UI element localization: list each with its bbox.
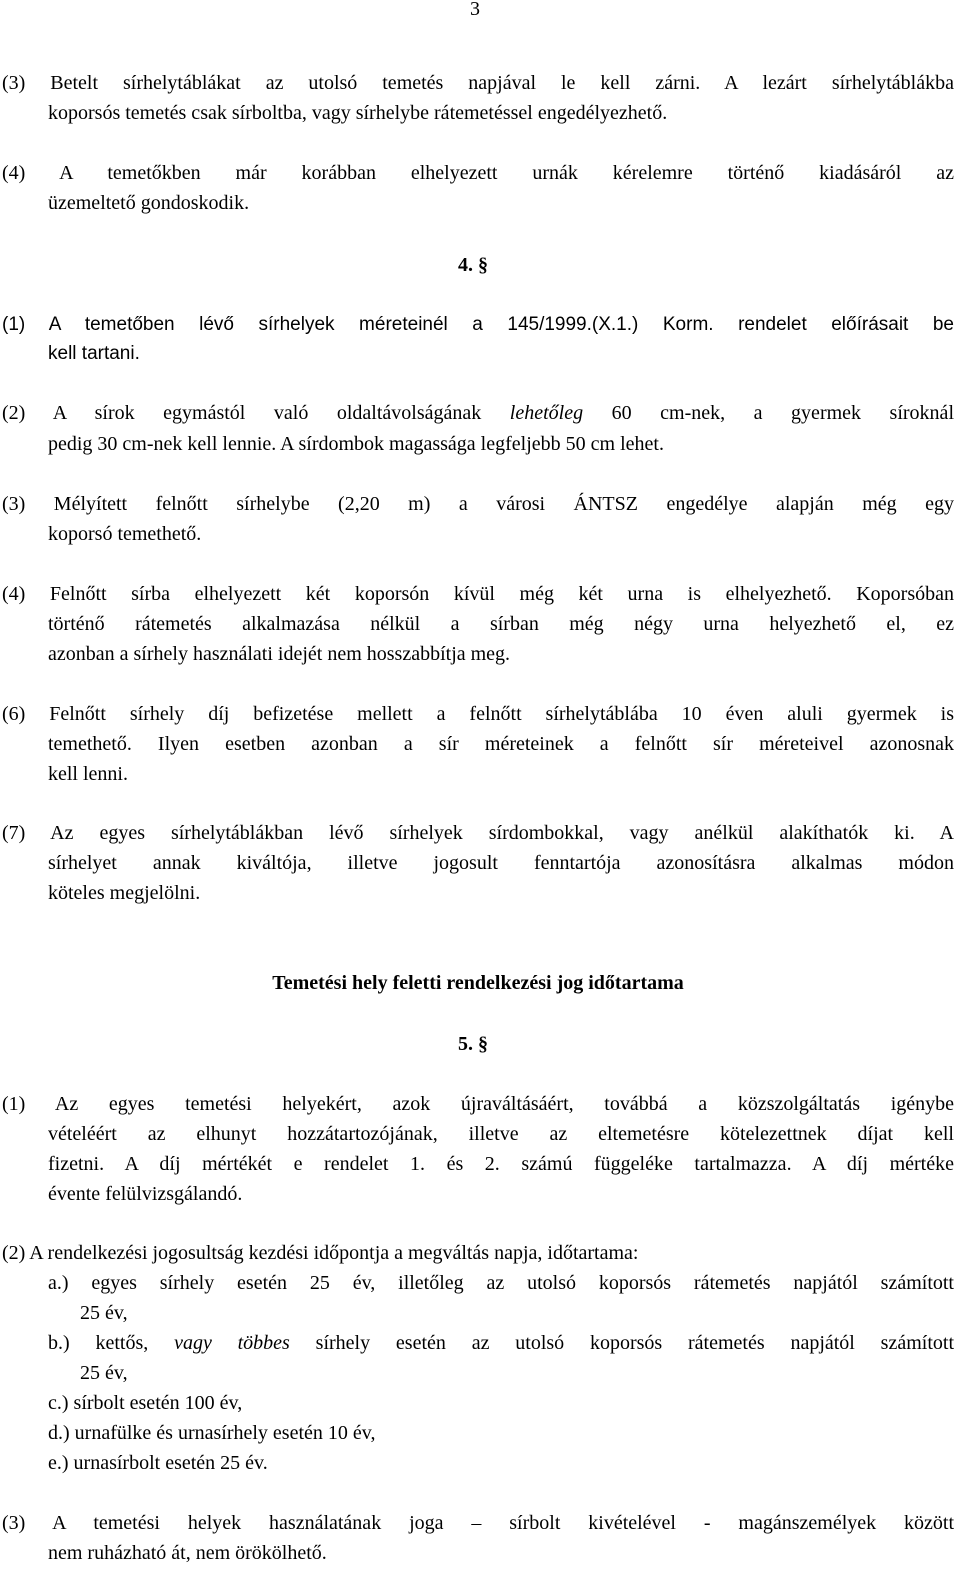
s5-item-e: e.) urnasírbolt esetén 25 év. (48, 1452, 268, 1474)
s5-p1-line1: (1) Az egyes temetési helyekért, azok újraváltásáért, továbbá a közszolgáltatás igénybe (2, 1093, 954, 1115)
s5-p1-line4: évente felülvizsgálandó. (48, 1183, 243, 1205)
s4-p4-line1: (4) Felnőtt sírba elhelyezett két koporsón kívül még két urna is elhelyezhető. Koporsóban (2, 583, 954, 605)
s4-p2-line1: (2) A sírok egymástól való oldaltávolságának lehetőleg 60 cm-nek, a gyermek síroknál (2, 402, 954, 424)
s4-p1-line1: (1) A temetőben lévő sírhelyek méreteinél a 145/1999.(X.1.) Korm. rendelet előírásait be (2, 314, 954, 335)
s4-p7-line1: (7) Az egyes sírhelytáblákban lévő sírhelyek sírdombokkal, vagy anélkül alakíthatók ki. A (2, 822, 954, 844)
s5-item-a-line1: a.) egyes sírhely esetén 25 év, illetőleg az utolsó koporsós rátemetés napjától számított (48, 1272, 954, 1294)
s5-item-b-line1: b.) kettős, vagy többes sírhely esetén az utolsó koporsós rátemetés napjától számított (48, 1332, 954, 1354)
s4-p2-line2: pedig 30 cm-nek kell lennie. A sírdombok magassága legfeljebb 50 cm lehet. (48, 433, 664, 455)
s5-p3-line1: (3) A temetési helyek használatának joga – sírbolt kivételével - magánszemélyek között (2, 1512, 954, 1534)
s4-p4-line2: történő rátemetés alkalmazása nélkül a sírban még négy urna helyezhető el, ez (48, 613, 954, 635)
s5-p1-line3: fizetni. A díj mértékét e rendelet 1. és 2. számú függeléke tartalmazza. A díj mértéke (48, 1153, 954, 1175)
s5-item-b-line2: 25 év, (80, 1362, 128, 1384)
section-5-heading: 5. § (458, 1033, 488, 1055)
s5-p2-intro: (2) A rendelkezési jogosultság kezdési időpontja a megváltás napja, időtartama: (2, 1242, 639, 1264)
s3-p4-line2: üzemeltető gondoskodik. (48, 192, 250, 214)
s4-p3-line2: koporsó temethető. (48, 523, 202, 545)
s4-p7-line3: köteles megjelölni. (48, 882, 201, 904)
s4-p4-line3: azonban a sírhely használati idejét nem hosszabbítja meg. (48, 643, 511, 665)
s5-p1-line2: vételéért az elhunyt hozzátartozójának, illetve az eltemetésre kötelezettnek díjat kell (48, 1123, 954, 1145)
s4-p7-line2: sírhelyet annak kiváltója, illetve jogosult fenntartója azonosításra alkalmas módon (48, 852, 954, 874)
section-5-title: Temetési hely feletti rendelkezési jog időtartama (272, 972, 684, 994)
s4-p6-line1: (6) Felnőtt sírhely díj befizetése mellett a felnőtt sírhelytáblába 10 éven aluli gyermek is (2, 703, 954, 725)
s3-p3-line2: koporsós temetés csak sírboltba, vagy sírhelybe rátemetéssel engedélyezhető. (48, 102, 668, 124)
s3-p3-line1: (3) Betelt sírhelytáblákat az utolsó temetés napjával le kell zárni. A lezárt sírhelytáblákba (2, 72, 954, 94)
s4-p6-line2: temethető. Ilyen esetben azonban a sír méreteinek a felnőtt sír méreteivel azonosnak (48, 733, 954, 755)
s5-item-a-line2: 25 év, (80, 1302, 128, 1324)
s4-p3-line1: (3) Mélyített felnőtt sírhelybe (2,20 m) a városi ÁNTSZ engedélye alapján még egy (2, 493, 954, 515)
s5-item-c: c.) sírbolt esetén 100 év, (48, 1392, 243, 1414)
section-4-heading: 4. § (458, 254, 488, 276)
s4-p6-line3: kell lenni. (48, 763, 128, 785)
page-number: 3 (470, 0, 480, 20)
s5-item-d: d.) urnafülke és urnasírhely esetén 10 év, (48, 1422, 376, 1444)
s3-p4-line1: (4) A temetőkben már korábban elhelyezett urnák kérelemre történő kiadásáról az (2, 162, 954, 184)
s5-p3-line2: nem ruházható át, nem örökölhető. (48, 1542, 327, 1564)
s4-p1-line2: kell tartani. (48, 343, 140, 364)
